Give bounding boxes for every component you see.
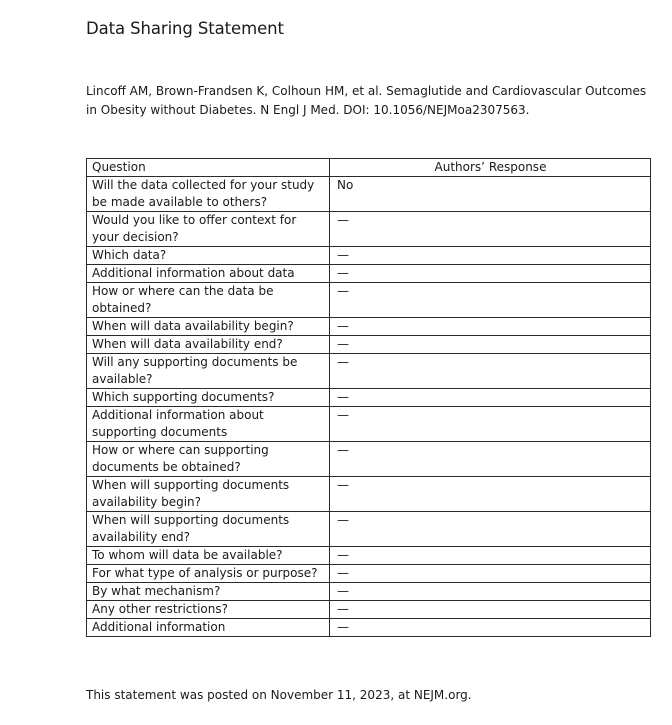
question-cell: Additional information about supporting documents — [87, 407, 330, 442]
response-cell: — — [330, 619, 651, 637]
question-cell: Which supporting documents? — [87, 389, 330, 407]
question-cell: Will the data collected for your study be made available to others? — [87, 177, 330, 212]
response-cell: — — [330, 265, 651, 283]
question-cell: How or where can supporting documents be obtained? — [87, 442, 330, 477]
response-cell: — — [330, 407, 651, 442]
table-row — [87, 354, 651, 389]
question-cell: When will data availability end? — [87, 336, 330, 354]
question-cell: When will supporting documents availability begin? — [87, 477, 330, 512]
response-cell: — — [330, 318, 651, 336]
question-cell: Any other restrictions? — [87, 601, 330, 619]
table-row — [87, 177, 651, 212]
question-cell: Would you like to offer context for your decision? — [87, 212, 330, 247]
posting-statement: This statement was posted on November 11, 2023, at NEJM.org. — [86, 688, 472, 702]
table-row — [87, 565, 651, 583]
table-row — [87, 442, 651, 477]
response-cell: — — [330, 389, 651, 407]
data-sharing-table — [86, 158, 651, 637]
question-cell: For what type of analysis or purpose? — [87, 565, 330, 583]
question-cell: Which data? — [87, 247, 330, 265]
question-cell: To whom will data be available? — [87, 547, 330, 565]
question-cell: Additional information — [87, 619, 330, 637]
question-cell: Additional information about data — [87, 265, 330, 283]
table-row — [87, 389, 651, 407]
response-cell: — — [330, 354, 651, 389]
table-row — [87, 247, 651, 265]
table-row — [87, 547, 651, 565]
question-cell: When will supporting documents availability end? — [87, 512, 330, 547]
response-cell: — — [330, 247, 651, 265]
table-row — [87, 212, 651, 247]
header-question: Question — [87, 159, 330, 177]
table-row — [87, 318, 651, 336]
table-row — [87, 601, 651, 619]
response-cell: — — [330, 336, 651, 354]
response-cell: — — [330, 477, 651, 512]
table-row — [87, 583, 651, 601]
response-cell: — — [330, 565, 651, 583]
response-cell: — — [330, 283, 651, 318]
table-header-row — [87, 159, 651, 177]
table-body — [87, 177, 651, 637]
response-cell: — — [330, 601, 651, 619]
table-row — [87, 336, 651, 354]
citation: Lincoff AM, Brown-Frandsen K, Colhoun HM, et al. Semaglutide and Cardiovascular Outcomes in Obesity without Diabetes. N Engl J Med. DOI: 10.1056/NEJMoa2307563. — [86, 84, 647, 117]
table-row — [87, 265, 651, 283]
response-cell: — — [330, 547, 651, 565]
question-cell: Will any supporting documents be available? — [87, 354, 330, 389]
response-cell: — — [330, 212, 651, 247]
table-row — [87, 619, 651, 637]
question-cell: By what mechanism? — [87, 583, 330, 601]
response-cell: — — [330, 442, 651, 477]
table-row — [87, 283, 651, 318]
response-cell: — — [330, 583, 651, 601]
table-row — [87, 477, 651, 512]
question-cell: When will data availability begin? — [87, 318, 330, 336]
table-row — [87, 407, 651, 442]
header-response: Authors’ Response — [330, 159, 651, 177]
response-cell: No — [330, 177, 651, 212]
response-cell: — — [330, 512, 651, 547]
question-cell: How or where can the data be obtained? — [87, 283, 330, 318]
table-row — [87, 512, 651, 547]
document-title: Data Sharing Statement — [86, 19, 284, 38]
